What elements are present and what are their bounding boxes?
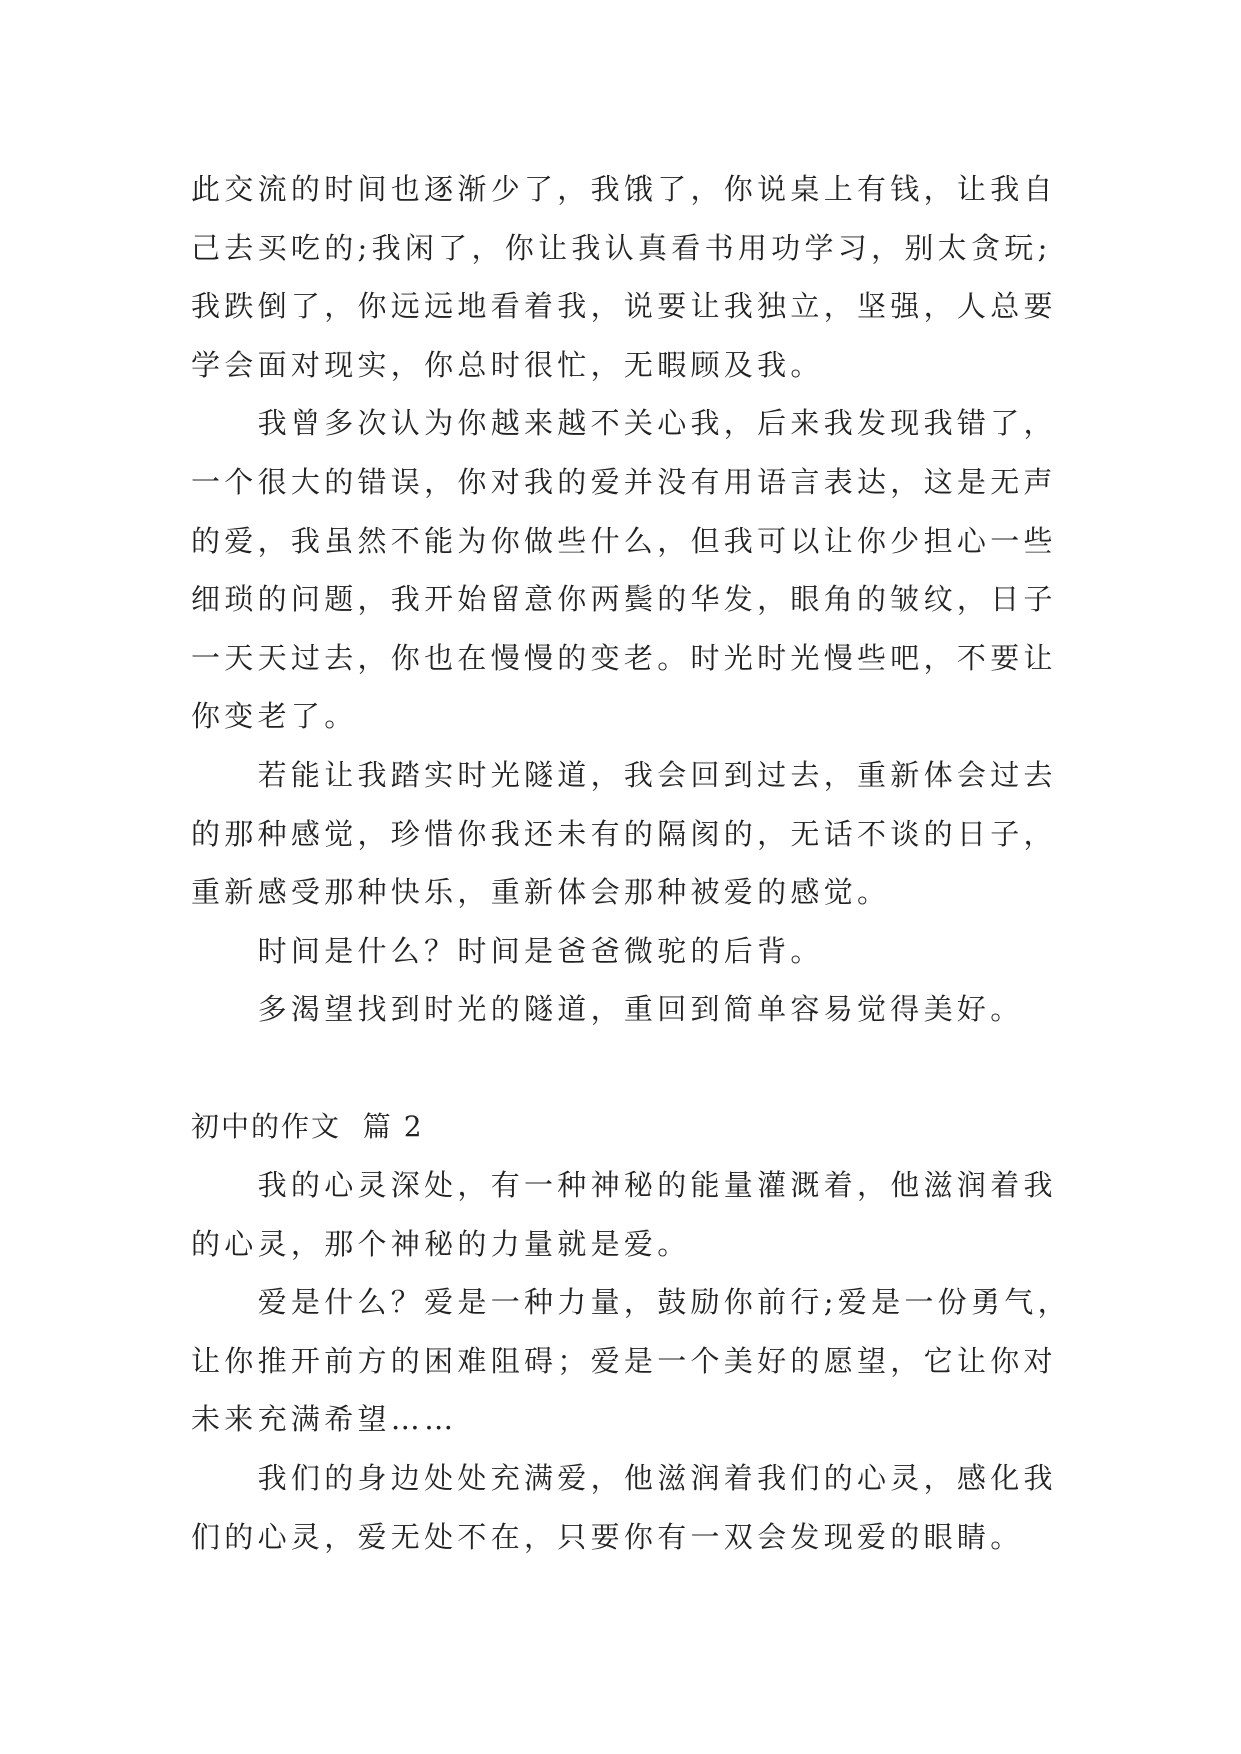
text-line: 学会面对现实，你总时很忙，无暇顾及我。 xyxy=(191,347,824,382)
text-line: 的爱，我虽然不能为你做些什么，但我可以让你少担心一些 xyxy=(191,523,1057,558)
text-line: 的那种感觉，珍惜你我还未有的隔阂的，无话不谈的日子， xyxy=(191,816,1057,851)
text-line: 一个很大的错误，你对我的爱并没有用语言表达，这是无声 xyxy=(191,464,1057,499)
text-line: 们的心灵，爱无处不在，只要你有一双会发现爱的眼睛。 xyxy=(191,1519,1024,1554)
paragraph xyxy=(191,1273,1071,1449)
text-line: 若能让我踏实时光隧道，我会回到过去，重新体会过去 xyxy=(257,757,1057,792)
text-line: 我曾多次认为你越来越不关心我，后来我发现我错了， xyxy=(257,406,1057,441)
text-line: 细琐的问题，我开始留意你两鬓的华发，眼角的皱纹，日子 xyxy=(191,582,1057,617)
text-line: 多渴望找到时光的隧道，重回到简单容易觉得美好。 xyxy=(257,992,1024,1027)
paragraph xyxy=(191,980,1071,1039)
text-line: 你变老了。 xyxy=(191,699,358,734)
paragraph xyxy=(191,746,1071,922)
paragraph xyxy=(191,394,1071,746)
text-line: 我跌倒了，你远远地看着我，说要让我独立，坚强，人总要 xyxy=(191,289,1057,324)
paragraph xyxy=(191,922,1071,981)
text-line: 己去买吃的;我闲了，你让我认真看书用功学习，别太贪玩; xyxy=(191,230,1052,265)
text-line: 重新感受那种快乐，重新体会那种被爱的感觉。 xyxy=(191,875,891,910)
paragraph xyxy=(191,1449,1071,1566)
text-line: 一天天过去，你也在慢慢的变老。时光时光慢些吧，不要让 xyxy=(191,640,1057,675)
paragraph xyxy=(191,160,1071,394)
paragraph xyxy=(191,1156,1071,1273)
text-line: 我们的身边处处充满爱，他滋润着我们的心灵，感化我 xyxy=(257,1461,1057,1496)
section-spacer xyxy=(191,1039,1071,1098)
text-line: 未来充满希望…… xyxy=(191,1402,458,1437)
text-line: 让你推开前方的困难阻碍；爱是一个美好的愿望，它让你对 xyxy=(191,1343,1057,1378)
text-line: 我的心灵深处，有一种神秘的能量灌溉着，他滋润着我 xyxy=(257,1168,1057,1203)
text-line: 时间是什么？时间是爸爸微驼的后背。 xyxy=(257,933,824,968)
text-line: 此交流的时间也逐渐少了，我饿了，你说桌上有钱，让我自 xyxy=(191,172,1057,206)
text-line: 的心灵，那个神秘的力量就是爱。 xyxy=(191,1226,691,1261)
document-body xyxy=(191,160,1071,1566)
section-heading: 初中的作文 篇 2 xyxy=(191,1109,424,1143)
text-line: 爱是什么？爱是一种力量，鼓励你前行;爱是一份勇气， xyxy=(257,1285,1071,1320)
